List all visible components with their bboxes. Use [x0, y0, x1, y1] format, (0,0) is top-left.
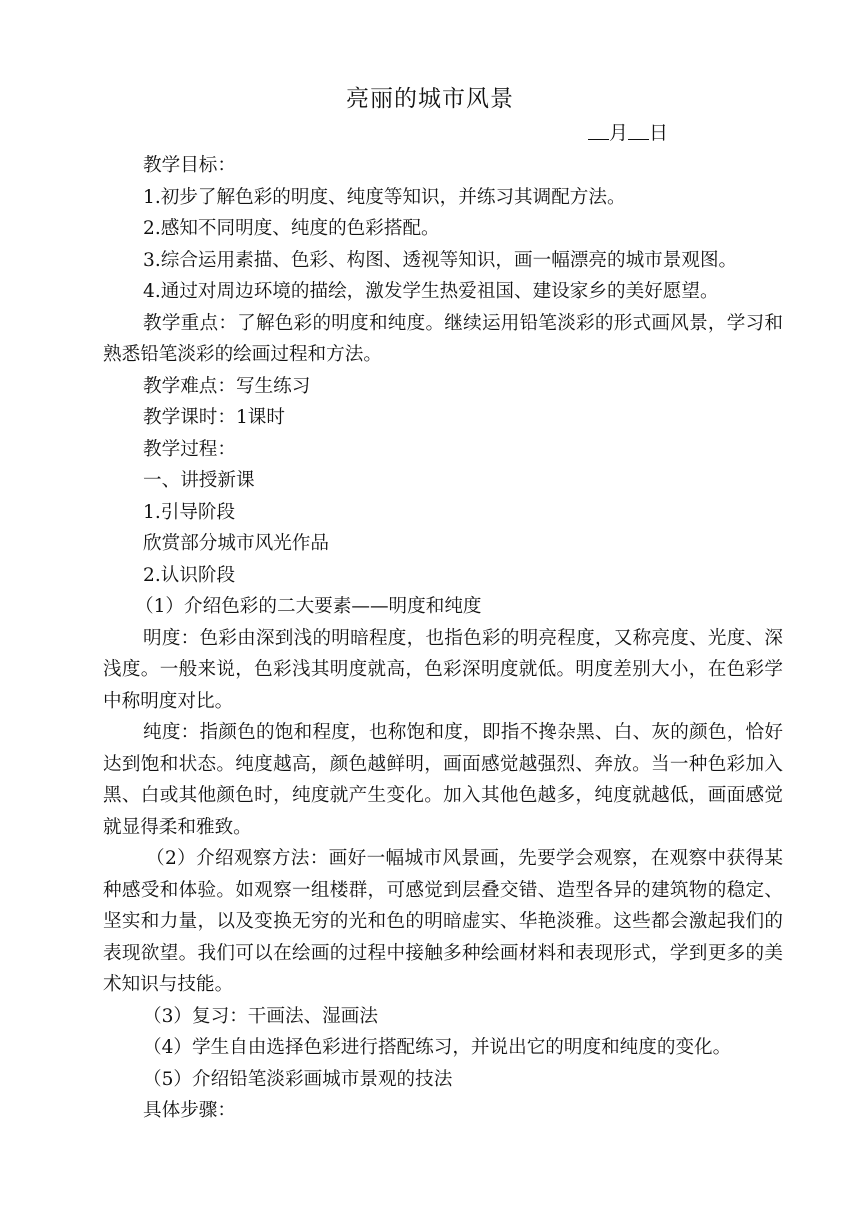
- paragraph-key-points: 教学重点：了解色彩的明度和纯度。继续运用铅笔淡彩的形式画风景，学习和熟悉铅笔淡彩的绘画过程和方法。: [103, 312, 783, 365]
- paragraph-section-1: 一、讲授新课: [143, 470, 255, 491]
- paragraph-brightness: 明度：色彩由深到浅的明暗程度，也指色彩的明亮程度，又称亮度、光度、深浅度。一般来说，色彩浅其明度就高，色彩深明度就低。明度差别大小，在色彩学中称明度对比。: [103, 627, 783, 712]
- paragraph-stage-2: 2.认识阶段: [143, 564, 236, 586]
- date-line: [588, 120, 668, 146]
- document-body: [103, 150, 783, 1127]
- paragraph-objective-4: 4.通过对周边环境的描绘，激发学生热爱祖国、建设家乡的美好愿望。: [143, 281, 719, 302]
- paragraph-item-3: （3）复习：干画法、湿画法: [143, 1005, 378, 1027]
- paragraph-item-1: （1）介绍色彩的二大要素——明度和纯度: [135, 596, 482, 617]
- paragraph-item-2: （2）介绍观察方法：画好一幅城市风景画，先要学会观察，在观察中获得某种感受和体验。如观察一组楼群，可感觉到层叠交错、造型各异的建筑物的稳定、坚实和力量，以及变换无穷的光和色的明暗虚实、华艳淡雅。这些都会激起我们的表现欲望。我们可以在绘画的过程中接触多种绘画材料和表现形式，学到更多的美术知识与技能。: [103, 848, 783, 995]
- paragraph-objective-2: 2.感知不同明度、纯度的色彩搭配。: [143, 218, 440, 239]
- day-blank: [628, 121, 649, 140]
- paragraph-purity: 纯度：指颜色的饱和程度，也称饱和度，即指不搀杂黑、白、灰的颜色，恰好达到饱和状态。纯度越高，颜色越鲜明，画面感觉越强烈、奔放。当一种色彩加入黑、白或其他颜色时，纯度就产生变化。加入其他色越多，纯度就越低，画面感觉就显得柔和雅致。: [103, 722, 783, 838]
- day-label: 日: [649, 122, 669, 144]
- paragraph-objectives-heading: 教学目标：: [143, 155, 236, 176]
- paragraph-class-hours: 教学课时：1课时: [143, 407, 285, 428]
- paragraph-objective-1: 1.初步了解色彩的明度、纯度等知识，并练习其调配方法。: [143, 186, 626, 208]
- paragraph-objective-3: 3.综合运用素描、色彩、构图、透视等知识，画一幅漂亮的城市景观图。: [143, 249, 738, 271]
- paragraph-appreciate: 欣赏部分城市风光作品: [143, 533, 329, 554]
- document-title: 亮丽的城市风景: [346, 86, 514, 112]
- month-label: 月: [609, 122, 629, 144]
- month-blank: [588, 121, 609, 140]
- paragraph-difficulty: 教学难点：写生练习: [143, 375, 311, 397]
- paragraph-item-5: （5）介绍铅笔淡彩画城市景观的技法: [143, 1068, 453, 1090]
- paragraph-stage-1: 1.引导阶段: [143, 501, 236, 523]
- paragraph-steps: 具体步骤：: [143, 1100, 236, 1121]
- paragraph-process-heading: 教学过程：: [143, 438, 236, 460]
- paragraph-item-4: （4）学生自由选择色彩进行搭配练习，并说出它的明度和纯度的变化。: [143, 1037, 732, 1058]
